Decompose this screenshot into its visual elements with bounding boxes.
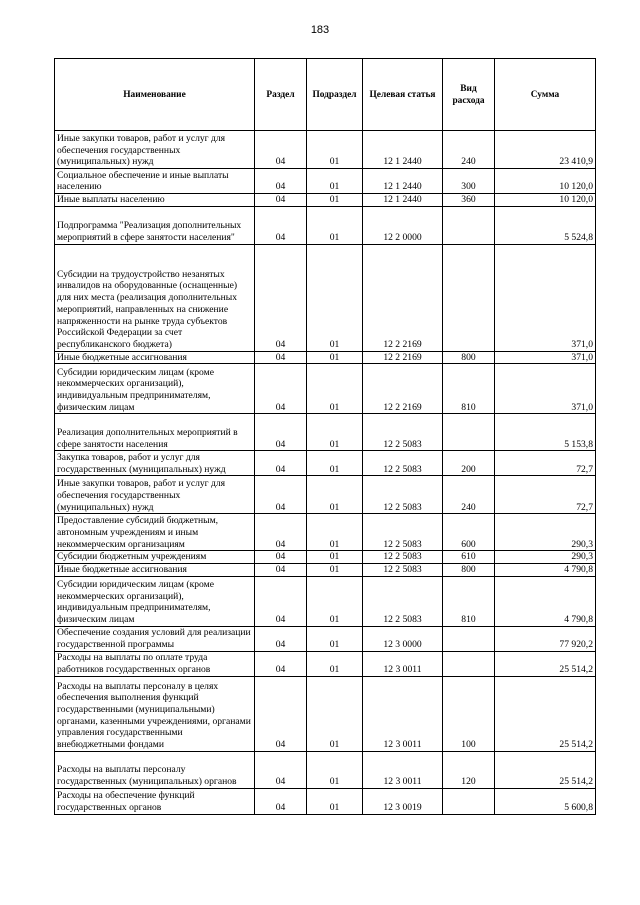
row-name: Иные выплаты населению	[55, 194, 255, 207]
row-sum: 4 790,8	[495, 576, 596, 626]
row-name: Предоставление субсидий бюджетным, автономным учреждениям и иным некоммерческим организациям	[55, 514, 255, 551]
row-expense-type: 600	[443, 514, 495, 551]
row-section: 04	[255, 414, 307, 451]
row-sum: 371,0	[495, 351, 596, 364]
row-name: Закупка товаров, работ и услуг для государственных (муниципальных) нужд	[55, 451, 255, 476]
row-subsection: 01	[307, 351, 363, 364]
table-row	[55, 194, 596, 207]
row-target: 12 2 5083	[363, 576, 443, 626]
row-subsection: 01	[307, 551, 363, 564]
row-section: 04	[255, 194, 307, 207]
row-target: 12 2 5083	[363, 451, 443, 476]
row-sum: 25 514,2	[495, 751, 596, 788]
table-row	[55, 651, 596, 676]
row-target: 12 1 2440	[363, 194, 443, 207]
row-subsection: 01	[307, 564, 363, 577]
row-subsection: 01	[307, 626, 363, 651]
row-subsection: 01	[307, 788, 363, 814]
table-row	[55, 514, 596, 551]
table-row	[55, 351, 596, 364]
row-name: Расходы на выплаты персоналу государственных (муниципальных) органов	[55, 751, 255, 788]
table-row	[55, 564, 596, 577]
row-subsection: 01	[307, 651, 363, 676]
table-row	[55, 451, 596, 476]
header-sum: Сумма	[495, 59, 596, 131]
header-target: Целевая статья	[363, 59, 443, 131]
row-section: 04	[255, 351, 307, 364]
table-row	[55, 414, 596, 451]
row-section: 04	[255, 244, 307, 351]
row-name: Иные закупки товаров, работ и услуг для обеспечения государственных (муниципальных) нужд	[55, 476, 255, 514]
header-section: Раздел	[255, 59, 307, 131]
row-subsection: 01	[307, 476, 363, 514]
table-row	[55, 244, 596, 351]
row-name: Субсидии юридическим лицам (кроме некоммерческих организаций), индивидуальным предпринимателям, физическим лицам	[55, 576, 255, 626]
row-target: 12 3 0011	[363, 651, 443, 676]
row-target: 12 3 0019	[363, 788, 443, 814]
row-section: 04	[255, 206, 307, 244]
table-row	[55, 131, 596, 169]
row-sum: 25 514,2	[495, 651, 596, 676]
row-section: 04	[255, 514, 307, 551]
row-name: Расходы на выплаты по оплате труда работников государственных органов	[55, 651, 255, 676]
row-subsection: 01	[307, 514, 363, 551]
table-row	[55, 751, 596, 788]
row-name: Иные бюджетные ассигнования	[55, 564, 255, 577]
row-section: 04	[255, 676, 307, 751]
row-name: Подпрограмма "Реализация дополнительных мероприятий в сфере занятости населения"	[55, 206, 255, 244]
row-section: 04	[255, 651, 307, 676]
row-section: 04	[255, 751, 307, 788]
row-subsection: 01	[307, 751, 363, 788]
row-expense-type: 610	[443, 551, 495, 564]
row-target: 12 2 5083	[363, 476, 443, 514]
row-expense-type: 800	[443, 564, 495, 577]
row-sum: 371,0	[495, 364, 596, 414]
row-target: 12 2 2169	[363, 351, 443, 364]
row-sum: 290,3	[495, 514, 596, 551]
row-expense-type	[443, 651, 495, 676]
row-name: Социальное обеспечение и иные выплаты населению	[55, 169, 255, 194]
table-row	[55, 576, 596, 626]
row-target: 12 3 0011	[363, 751, 443, 788]
row-target: 12 3 0011	[363, 676, 443, 751]
row-name: Субсидии юридическим лицам (кроме некоммерческих организаций), индивидуальным предпринимателям, физическим лицам	[55, 364, 255, 414]
row-sum: 23 410,9	[495, 131, 596, 169]
table-row	[55, 676, 596, 751]
row-subsection: 01	[307, 414, 363, 451]
header-name: Наименование	[55, 59, 255, 131]
row-sum: 5 524,8	[495, 206, 596, 244]
row-sum: 25 514,2	[495, 676, 596, 751]
row-sum: 5 600,8	[495, 788, 596, 814]
row-target: 12 2 5083	[363, 564, 443, 577]
row-section: 04	[255, 451, 307, 476]
row-sum: 290,3	[495, 551, 596, 564]
row-section: 04	[255, 551, 307, 564]
row-expense-type	[443, 244, 495, 351]
row-name: Расходы на выплаты персоналу в целях обеспечения выполнения функций государственными (муниципальными) органами, казенными учреждениями, органами управления государственными внебюджетными фондами	[55, 676, 255, 751]
row-section: 04	[255, 476, 307, 514]
row-target: 12 2 5083	[363, 414, 443, 451]
row-section: 04	[255, 169, 307, 194]
table-row	[55, 788, 596, 814]
row-target: 12 3 0000	[363, 626, 443, 651]
row-expense-type: 120	[443, 751, 495, 788]
row-expense-type: 200	[443, 451, 495, 476]
row-target: 12 2 2169	[363, 244, 443, 351]
row-subsection: 01	[307, 364, 363, 414]
row-expense-type: 240	[443, 476, 495, 514]
row-target: 12 2 5083	[363, 551, 443, 564]
row-section: 04	[255, 564, 307, 577]
row-name: Иные закупки товаров, работ и услуг для обеспечения государственных (муниципальных) нужд	[55, 131, 255, 169]
row-target: 12 1 2440	[363, 131, 443, 169]
row-section: 04	[255, 626, 307, 651]
row-name: Субсидии бюджетным учреждениям	[55, 551, 255, 564]
table-row	[55, 626, 596, 651]
row-subsection: 01	[307, 244, 363, 351]
row-target: 12 2 0000	[363, 206, 443, 244]
budget-table	[54, 58, 596, 815]
row-section: 04	[255, 788, 307, 814]
row-section: 04	[255, 131, 307, 169]
table-row	[55, 364, 596, 414]
row-section: 04	[255, 364, 307, 414]
row-name: Иные бюджетные ассигнования	[55, 351, 255, 364]
row-sum: 371,0	[495, 244, 596, 351]
row-expense-type: 300	[443, 169, 495, 194]
table-row	[55, 476, 596, 514]
row-sum: 4 790,8	[495, 564, 596, 577]
row-subsection: 01	[307, 194, 363, 207]
row-sum: 5 153,8	[495, 414, 596, 451]
row-sum: 72,7	[495, 476, 596, 514]
row-name: Обеспечение создания условий для реализации государственной программы	[55, 626, 255, 651]
table-row	[55, 551, 596, 564]
row-name: Расходы на обеспечение функций государственных органов	[55, 788, 255, 814]
row-subsection: 01	[307, 131, 363, 169]
table-row	[55, 206, 596, 244]
table-header-row	[55, 59, 596, 131]
row-expense-type: 810	[443, 364, 495, 414]
row-expense-type	[443, 788, 495, 814]
table-row	[55, 169, 596, 194]
row-target: 12 1 2440	[363, 169, 443, 194]
row-name: Реализация дополнительных мероприятий в сфере занятости населения	[55, 414, 255, 451]
row-expense-type: 360	[443, 194, 495, 207]
row-subsection: 01	[307, 676, 363, 751]
row-subsection: 01	[307, 576, 363, 626]
row-subsection: 01	[307, 206, 363, 244]
row-subsection: 01	[307, 451, 363, 476]
row-sum: 10 120,0	[495, 194, 596, 207]
page-number: 183	[310, 24, 330, 36]
row-sum: 77 920,2	[495, 626, 596, 651]
row-expense-type: 100	[443, 676, 495, 751]
row-expense-type: 240	[443, 131, 495, 169]
row-expense-type	[443, 626, 495, 651]
row-section: 04	[255, 576, 307, 626]
header-expense-type: Вид расхода	[443, 59, 495, 131]
row-expense-type	[443, 206, 495, 244]
row-target: 12 2 5083	[363, 514, 443, 551]
row-expense-type	[443, 414, 495, 451]
header-subsection: Подраздел	[307, 59, 363, 131]
row-subsection: 01	[307, 169, 363, 194]
row-sum: 72,7	[495, 451, 596, 476]
row-expense-type: 810	[443, 576, 495, 626]
row-expense-type: 800	[443, 351, 495, 364]
row-target: 12 2 2169	[363, 364, 443, 414]
row-sum: 10 120,0	[495, 169, 596, 194]
row-name: Субсидии на трудоустройство незанятых инвалидов на оборудованные (оснащенные) для них места (реализация дополнительных мероприятий, направленных на снижение напряженности на рынке труда субъектов Российской Федерации за счет республиканского бюджета)	[55, 244, 255, 351]
